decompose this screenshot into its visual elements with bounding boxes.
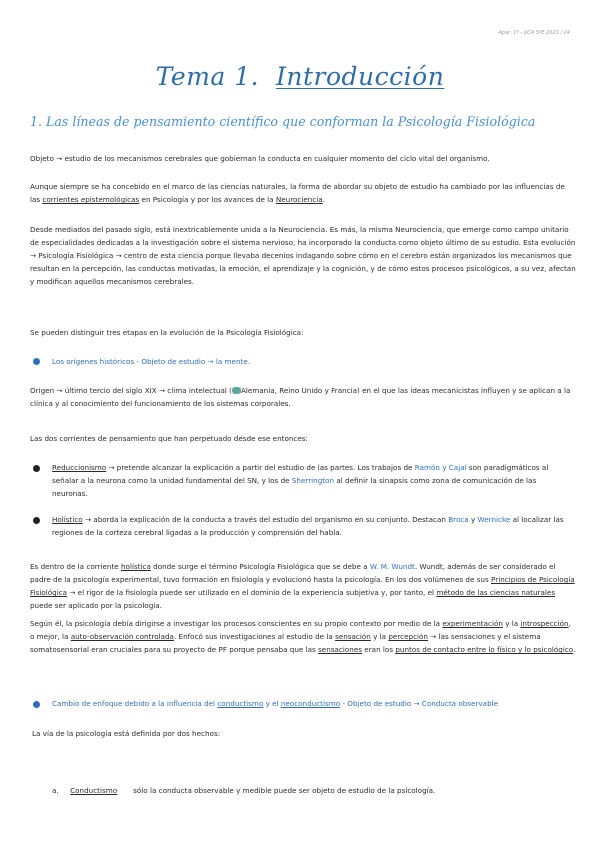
text: .	[322, 195, 325, 204]
text: donde surge el término Psicología Fisiológica que se debe a	[150, 562, 370, 571]
bullet-icon	[33, 701, 40, 708]
fact-a	[52, 786, 435, 795]
page-title	[0, 62, 600, 91]
bullet-icon	[33, 517, 40, 524]
stage-conductismo	[52, 697, 574, 710]
bullet-icon	[33, 358, 40, 365]
paragraph-influencias	[30, 180, 576, 206]
text: , o mejor, la	[30, 619, 571, 641]
text: en Psicología y por los avances de la	[139, 195, 276, 204]
text: puede ser aplicado por la psicología.	[30, 601, 162, 610]
title-prefix: Tema 1.	[155, 62, 260, 91]
term-introspeccion: introspección	[520, 619, 569, 628]
text: eran los	[362, 645, 396, 654]
text: .	[573, 645, 576, 654]
current-holistico	[52, 513, 574, 539]
term-holistica: holística	[121, 562, 151, 571]
term-holistico: Holístico	[52, 515, 83, 524]
term-sensacion: sensación	[335, 632, 371, 641]
term-conductismo-a: Conductismo	[70, 786, 118, 795]
paragraph-hechos: La vía de la psicología está definida por dos hechos:	[32, 729, 221, 738]
brain-icon	[232, 387, 241, 394]
title-main: Introducción	[276, 62, 445, 91]
term-principios: Principios de Psicología Fisiológica	[30, 575, 575, 597]
bullet-icon	[33, 465, 40, 472]
paragraph-wundt	[30, 560, 576, 612]
text: . Wundt, además de ser considerado el padre de la psicología experimental, tuvo formación en fisiología y evolucionó hasta la psicología. En los dos volúmenes de sus	[30, 562, 556, 584]
text: Cambio de enfoque debido a la influencia del	[52, 699, 218, 708]
text: Alemania, Reino Unido y Francia) en el que las ideas mecanicistas influyen y se aplican a la clínica y al conocimiento del funcionamiento de los sistemas corporales.	[30, 386, 571, 408]
text: Aunque siempre se ha concebido en el marco de las ciencias naturales, la forma de abordar su objeto de estudio ha cambiado por las influencias de las	[30, 182, 565, 204]
term-reduccionismo: Reduccionismo	[52, 463, 107, 472]
header-note: Apar. 1º - UCA 5ºE 2023 / 24	[498, 30, 570, 36]
paragraph-corrientes: Las dos corrientes de pensamiento que han perpetuado desde ese entonces:	[30, 434, 308, 443]
name-broca: Broca	[448, 515, 469, 524]
text: Es dentro de la corriente	[30, 562, 121, 571]
text: - Objeto de estudio → Conducta observable	[340, 699, 499, 708]
text: y	[468, 515, 478, 524]
term-metodo: método de las ciencias naturales	[436, 588, 556, 597]
stage-origenes: Los orígenes históricos - Objeto de estudio → la mente.	[52, 357, 251, 366]
text: → aborda la explicación de la conducta a través del estudio del organismo en su conjunto. Destacan	[82, 515, 449, 524]
paragraph-objeto: Objeto → estudio de los mecanismos cerebrales que gobiernan la conducta en cualquier momento del ciclo vital del organismo.	[30, 154, 490, 163]
text: → las sensaciones y el sistema somatosensorial eran cruciales para su proyecto de PF porque pensaba que las	[30, 632, 541, 654]
term-neoconductismo: neoconductismo	[280, 699, 341, 708]
text: . Enfocó sus investigaciones al estudio de la	[173, 632, 336, 641]
name-sherrington: Sherrington	[291, 476, 335, 485]
paragraph-neurociencia: Desde mediados del pasado siglo, está inextricablemente unida a la Neurociencia. Es más, la misma Neurociencia, que emerge como campo unitario de especialidades dedicadas a la investigación sobre el sistema nervioso, ha incorporado la conducta como objeto último de su estudio. Esta evolución → Psicología Fisiológica → centro de esta ciencia porque llevaba decenios indagando sobre cómo en el cerebro están organizados los mecanismos que resultan en la percepción, las conductas motivadas, la emoción, el aprendizaje y la cognición, y de cómo estos procesos psicológicos, a su vez, afectan y modifican aquellos mecanismos cerebrales.	[30, 225, 576, 286]
term-auto-observacion: auto-observación controlada	[70, 632, 174, 641]
text: y la	[370, 632, 389, 641]
text: → el rigor de la fisiología puede ser utilizado en el dominio de la experiencia subjetiva y, por tanto, el	[67, 588, 437, 597]
term-experimentacion: experimentación	[442, 619, 503, 628]
term-conductismo: conductismo	[217, 699, 264, 708]
text: y el	[263, 699, 281, 708]
link-neurociencia: Neurociencia	[275, 195, 323, 204]
term-percepcion: percepción	[388, 632, 428, 641]
text: al localizar las regiones de la corteza cerebral ligadas a la producción y comprensión del habla.	[52, 515, 564, 537]
current-reduccionismo	[52, 461, 574, 500]
text: Origen → último tercio del siglo XIX → clima intelectual (	[30, 386, 232, 395]
name-ramon-y-cajal: Ramón y Cajal	[414, 463, 467, 472]
text: sólo la conducta observable y medible puede ser objeto de estudio de la psicología.	[133, 786, 436, 795]
link-corrientes: corrientes epistemológicas	[42, 195, 140, 204]
paragraph-etapas: Se pueden distinguir tres etapas en la evolución de la Psicología Fisiológica:	[30, 328, 304, 337]
name-wernicke: Wernicke	[477, 515, 511, 524]
text: y la	[502, 619, 521, 628]
paragraph-psicologia	[30, 617, 576, 656]
paragraph-origen	[30, 384, 576, 410]
name-wundt: W. M. Wundt	[369, 562, 415, 571]
text: Según él, la psicología debía dirigirse a investigar los procesos conscientes en su propio contexto por medio de la	[30, 619, 443, 628]
term-sensaciones: sensaciones	[318, 645, 363, 654]
section-title: 1. Las líneas de pensamiento científico que conforman la Psicología Fisiológica	[30, 114, 536, 129]
list-marker: a.	[52, 786, 59, 795]
term-puntos-contacto: puntos de contacto entre lo físico y lo psicológico	[395, 645, 574, 654]
text: al definir la sinapsis como zona de comunicación de las neuronas.	[52, 476, 537, 498]
text: → pretende alcanzar la explicación a partir del estudio de las partes. Los trabajos de	[106, 463, 415, 472]
text: son paradigmáticos al señalar a la neurona como la unidad fundamental del SN, y los de	[52, 463, 549, 485]
